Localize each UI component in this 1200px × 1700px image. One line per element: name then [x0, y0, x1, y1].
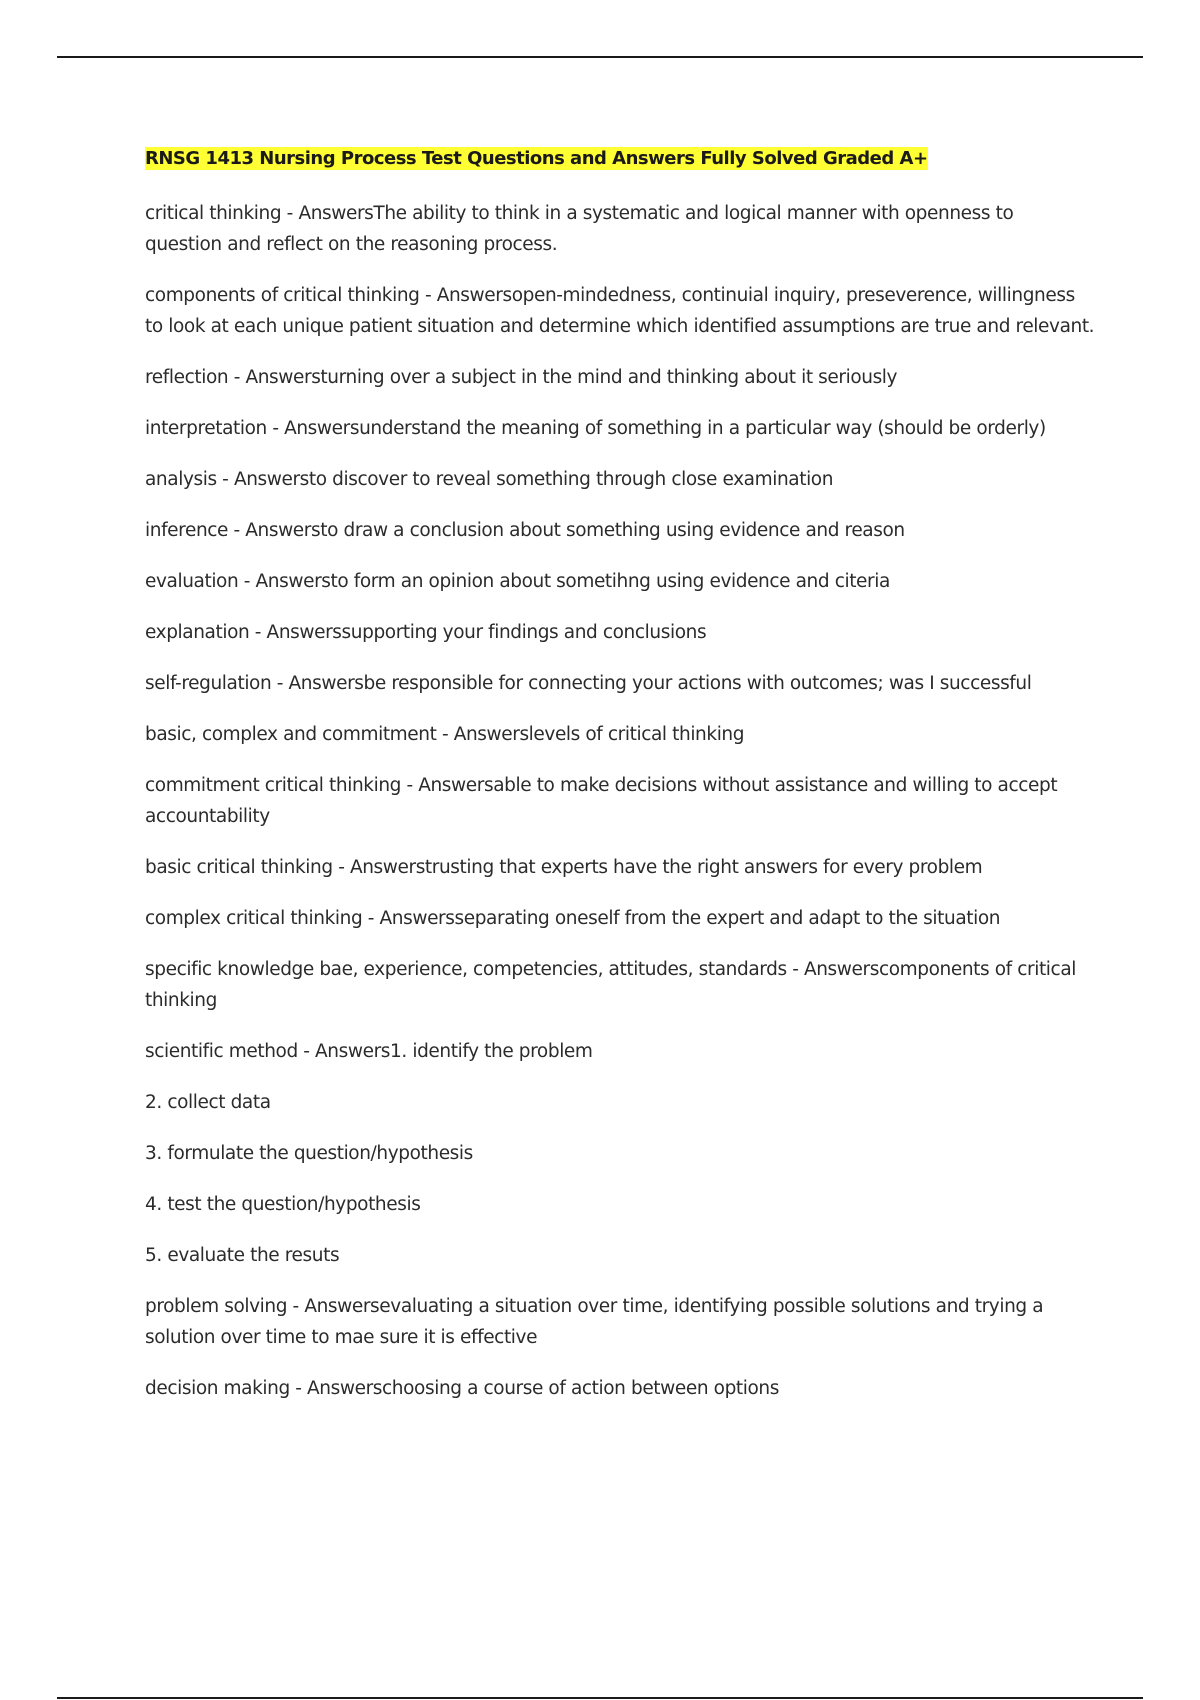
document-body: [145, 144, 1095, 1424]
qa-entry: evaluation - Answersto form an opinion about sometihng using evidence and citeria: [145, 571, 890, 592]
qa-entry: basic, complex and commitment - Answerslevels of critical thinking: [145, 724, 745, 745]
qa-entry: analysis - Answersto discover to reveal something through close examination: [145, 469, 834, 490]
qa-entry: self-regulation - Answersbe responsible for connecting your actions with outcomes; was I successful: [145, 673, 1032, 694]
qa-entry: complex critical thinking - Answersseparating oneself from the expert and adapt to the situation: [145, 908, 1001, 929]
qa-entry: commitment critical thinking - Answersable to make decisions without assistance and willing to accept accountability: [145, 775, 1058, 827]
qa-entry: inference - Answersto draw a conclusion about something using evidence and reason: [145, 520, 905, 541]
qa-entry: critical thinking - AnswersThe ability to think in a systematic and logical manner with openness to question and reflect on the reasoning process.: [145, 203, 1014, 255]
qa-entry: decision making - Answerschoosing a course of action between options: [145, 1378, 779, 1399]
qa-entry: explanation - Answerssupporting your findings and conclusions: [145, 622, 707, 643]
qa-entry: reflection - Answersturning over a subject in the mind and thinking about it seriously: [145, 367, 898, 388]
qa-entry: components of critical thinking - Answersopen-mindedness, continuial inquiry, preseverence, willingness to look at each unique patient situation and determine which identified assumptions are true and relevant.: [145, 285, 1095, 337]
qa-entry: 4. test the question/hypothesis: [145, 1194, 421, 1215]
qa-entry: problem solving - Answersevaluating a situation over time, identifying possible solutions and trying a solution over time to mae sure it is effective: [145, 1296, 1044, 1348]
bottom-rule: [57, 1697, 1143, 1699]
qa-entry: basic critical thinking - Answerstrusting that experts have the right answers for every problem: [145, 857, 983, 878]
qa-entry: 5. evaluate the resuts: [145, 1245, 340, 1266]
title-line: [145, 144, 1095, 174]
qa-entry: specific knowledge bae, experience, competencies, attitudes, standards - Answerscomponents of critical thinking: [145, 959, 1076, 1011]
qa-entry: interpretation - Answersunderstand the meaning of something in a particular way (should be orderly): [145, 418, 1046, 439]
qa-entry: 2. collect data: [145, 1092, 271, 1113]
document-title: RNSG 1413 Nursing Process Test Questions and Answers Fully Solved Graded A+: [145, 148, 928, 169]
entry-list: [145, 198, 1095, 1404]
qa-entry: 3. formulate the question/hypothesis: [145, 1143, 473, 1164]
qa-entry: scientific method - Answers1. identify the problem: [145, 1041, 593, 1062]
top-rule: [57, 56, 1143, 58]
